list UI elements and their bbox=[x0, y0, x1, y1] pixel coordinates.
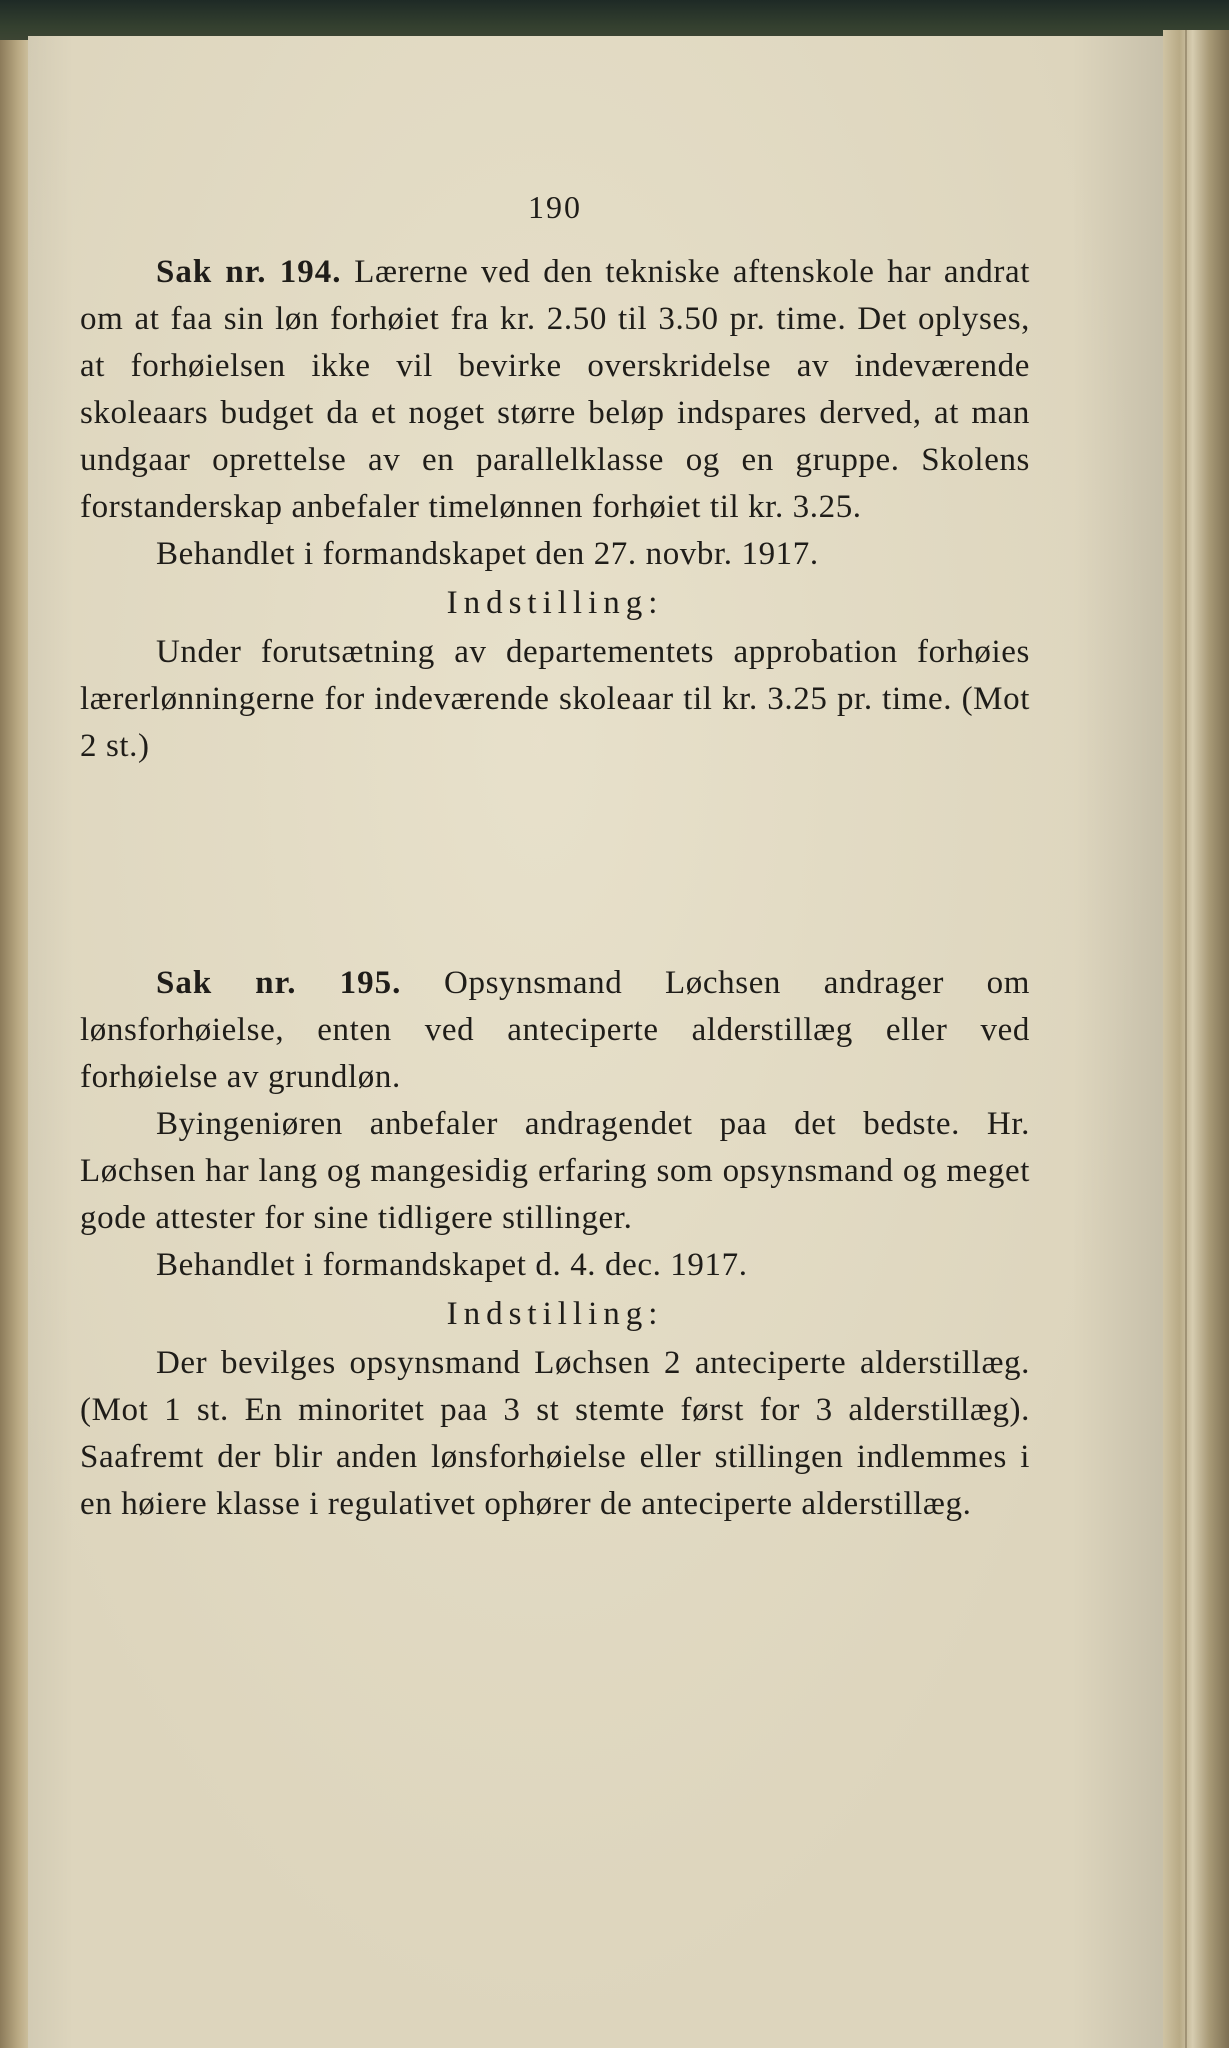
page-number: 190 bbox=[528, 189, 582, 225]
page-text bbox=[80, 170, 1030, 1528]
case-194-label: Sak nr. 194. bbox=[156, 254, 342, 290]
book-spine bbox=[1163, 30, 1229, 2048]
case-195-indstilling-heading: Indstilling: bbox=[446, 1296, 664, 1332]
case-195-recommendation: Der bevilges opsynsmand Løchsen 2 anteciperte alderstillæg. (Mot 1 st. En minoritet paa 3 st stemte først for 3 alderstillæg). Saafremt der blir anden lønsforhøielse eller stillingen indlemmes i en høiere klasse i regulativet ophører de anteciperte alderstillæg. bbox=[80, 1345, 1030, 1522]
case-194 bbox=[80, 249, 1030, 770]
case-194-indstilling-heading: Indstilling: bbox=[446, 585, 664, 621]
case-195-paragraph bbox=[80, 960, 1030, 1101]
case-195-engineer-note: Byingeniøren anbefaler andragendet paa det bedste. Hr. Løchsen har lang og mangesidig erfaring som opsynsmand og meget gode attester for sine tidligere stillinger. bbox=[80, 1106, 1030, 1236]
spine-crease bbox=[1185, 30, 1187, 2048]
book-left-edge bbox=[0, 40, 30, 2048]
case-195-label: Sak nr. 195. bbox=[156, 965, 402, 1001]
section-gap bbox=[80, 770, 1030, 960]
case-194-text: Lærerne ved den tekniske aftenskole har andrat om at faa sin løn forhøiet fra kr. 2.50 til 3.50 pr. time. Det oplyses, at forhøielsen ikke vil bevirke overskridelse av indeværende skoleaars budget da et noget større beløp indspares derved, at man undgaar oprettelse av en parallelklasse og en gruppe. Skolens forstanderskap anbefaler timelønnen forhøiet til kr. 3.25. bbox=[80, 254, 1030, 525]
case-194-paragraph bbox=[80, 249, 1030, 531]
case-195 bbox=[80, 960, 1030, 1528]
case-194-recommendation: Under forutsætning av departementets approbation forhøies lærerlønningerne for indeværende skoleaar til kr. 3.25 pr. time. (Mot 2 st.) bbox=[80, 634, 1030, 764]
case-195-text: Opsynsmand Løchsen andrager om lønsforhøielse, enten ved anteciperte alderstillæg eller ved forhøielse av grundløn. bbox=[80, 965, 1030, 1095]
case-195-treated: Behandlet i formandskapet d. 4. dec. 1917. bbox=[156, 1247, 748, 1283]
case-194-treated: Behandlet i formandskapet den 27. novbr. 1917. bbox=[156, 536, 819, 572]
